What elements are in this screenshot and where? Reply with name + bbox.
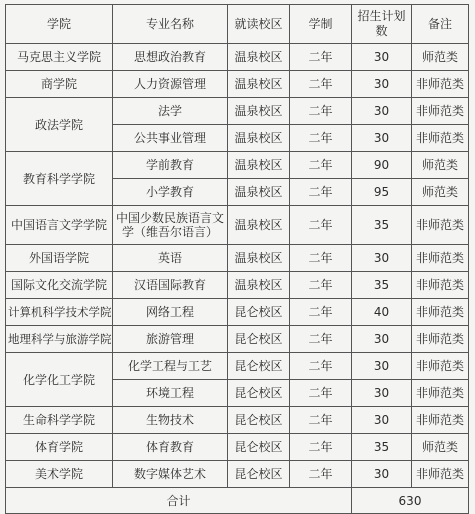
quota-cell: 35 — [352, 206, 412, 245]
campus-cell: 温泉校区 — [228, 152, 290, 179]
quota-cell: 30 — [352, 353, 412, 380]
major-cell: 公共事业管理 — [113, 125, 228, 152]
major-cell: 中国少数民族语言文学（维吾尔语言） — [113, 206, 228, 245]
college-cell: 地理科学与旅游学院 — [6, 326, 113, 353]
major-cell: 汉语国际教育 — [113, 272, 228, 299]
table-row — [6, 353, 469, 380]
college-cell: 中国语言文学学院 — [6, 206, 113, 245]
college-cell: 体育学院 — [6, 434, 113, 461]
table-row — [6, 407, 469, 434]
major-cell: 法学 — [113, 98, 228, 125]
note-cell: 非师范类 — [412, 206, 469, 245]
quota-cell: 30 — [352, 461, 412, 488]
note-cell: 非师范类 — [412, 407, 469, 434]
total-quota: 630 — [352, 488, 469, 514]
quota-cell: 30 — [352, 71, 412, 98]
duration-cell: 二年 — [290, 98, 352, 125]
campus-cell: 昆仑校区 — [228, 299, 290, 326]
note-cell: 非师范类 — [412, 272, 469, 299]
note-cell: 非师范类 — [412, 353, 469, 380]
table-row — [6, 461, 469, 488]
major-cell: 环境工程 — [113, 380, 228, 407]
major-cell: 数字媒体艺术 — [113, 461, 228, 488]
table-row — [6, 152, 469, 179]
campus-cell: 昆仑校区 — [228, 434, 290, 461]
campus-cell: 昆仑校区 — [228, 407, 290, 434]
note-cell: 师范类 — [412, 434, 469, 461]
header-major: 专业名称 — [113, 5, 228, 44]
quota-cell: 30 — [352, 98, 412, 125]
quota-cell: 30 — [352, 245, 412, 272]
campus-cell: 温泉校区 — [228, 44, 290, 71]
table-row — [6, 44, 469, 71]
quota-cell: 30 — [352, 125, 412, 152]
major-cell: 网络工程 — [113, 299, 228, 326]
campus-cell: 温泉校区 — [228, 71, 290, 98]
college-cell: 化学化工学院 — [6, 353, 113, 407]
header-quota: 招生计划数 — [352, 5, 412, 44]
duration-cell: 二年 — [290, 179, 352, 206]
campus-cell: 昆仑校区 — [228, 353, 290, 380]
total-row — [6, 488, 469, 514]
note-cell: 非师范类 — [412, 125, 469, 152]
duration-cell: 二年 — [290, 272, 352, 299]
college-cell: 计算机科学技术学院 — [6, 299, 113, 326]
table-row — [6, 326, 469, 353]
quota-cell: 35 — [352, 434, 412, 461]
college-cell: 国际文化交流学院 — [6, 272, 113, 299]
college-cell: 政法学院 — [6, 98, 113, 152]
college-cell: 马克思主义学院 — [6, 44, 113, 71]
duration-cell: 二年 — [290, 206, 352, 245]
major-cell: 生物技术 — [113, 407, 228, 434]
duration-cell: 二年 — [290, 44, 352, 71]
campus-cell: 温泉校区 — [228, 206, 290, 245]
duration-cell: 二年 — [290, 353, 352, 380]
duration-cell: 二年 — [290, 245, 352, 272]
note-cell: 非师范类 — [412, 380, 469, 407]
note-cell: 师范类 — [412, 152, 469, 179]
college-cell: 美术学院 — [6, 461, 113, 488]
admissions-plan-table — [5, 4, 469, 514]
quota-cell: 95 — [352, 179, 412, 206]
note-cell: 非师范类 — [412, 98, 469, 125]
major-cell: 小学教育 — [113, 179, 228, 206]
header-college: 学院 — [6, 5, 113, 44]
campus-cell: 温泉校区 — [228, 272, 290, 299]
table-row — [6, 434, 469, 461]
major-cell: 思想政治教育 — [113, 44, 228, 71]
header-campus: 就读校区 — [228, 5, 290, 44]
college-cell: 教育科学学院 — [6, 152, 113, 206]
table-row — [6, 299, 469, 326]
college-cell: 外国语学院 — [6, 245, 113, 272]
duration-cell: 二年 — [290, 380, 352, 407]
major-cell: 旅游管理 — [113, 326, 228, 353]
duration-cell: 二年 — [290, 125, 352, 152]
major-cell: 学前教育 — [113, 152, 228, 179]
major-cell: 体育教育 — [113, 434, 228, 461]
duration-cell: 二年 — [290, 299, 352, 326]
note-cell: 师范类 — [412, 44, 469, 71]
college-cell: 生命科学学院 — [6, 407, 113, 434]
campus-cell: 昆仑校区 — [228, 326, 290, 353]
duration-cell: 二年 — [290, 461, 352, 488]
table-row — [6, 245, 469, 272]
campus-cell: 昆仑校区 — [228, 461, 290, 488]
campus-cell: 温泉校区 — [228, 98, 290, 125]
quota-cell: 30 — [352, 44, 412, 71]
note-cell: 非师范类 — [412, 461, 469, 488]
campus-cell: 温泉校区 — [228, 125, 290, 152]
duration-cell: 二年 — [290, 152, 352, 179]
quota-cell: 90 — [352, 152, 412, 179]
quota-cell: 35 — [352, 272, 412, 299]
major-cell: 化学工程与工艺 — [113, 353, 228, 380]
major-cell: 英语 — [113, 245, 228, 272]
duration-cell: 二年 — [290, 407, 352, 434]
table-row — [6, 206, 469, 245]
header-duration: 学制 — [290, 5, 352, 44]
duration-cell: 二年 — [290, 326, 352, 353]
table-row — [6, 98, 469, 125]
quota-cell: 30 — [352, 326, 412, 353]
note-cell: 非师范类 — [412, 326, 469, 353]
total-label: 合计 — [6, 488, 352, 514]
duration-cell: 二年 — [290, 434, 352, 461]
note-cell: 非师范类 — [412, 245, 469, 272]
quota-cell: 40 — [352, 299, 412, 326]
header-note: 备注 — [412, 5, 469, 44]
major-cell: 人力资源管理 — [113, 71, 228, 98]
campus-cell: 温泉校区 — [228, 245, 290, 272]
quota-cell: 30 — [352, 380, 412, 407]
college-cell: 商学院 — [6, 71, 113, 98]
campus-cell: 温泉校区 — [228, 179, 290, 206]
campus-cell: 昆仑校区 — [228, 380, 290, 407]
table-row — [6, 272, 469, 299]
note-cell: 非师范类 — [412, 71, 469, 98]
note-cell: 师范类 — [412, 179, 469, 206]
note-cell: 非师范类 — [412, 299, 469, 326]
table-row — [6, 71, 469, 98]
table-header-row — [6, 5, 469, 44]
quota-cell: 30 — [352, 407, 412, 434]
duration-cell: 二年 — [290, 71, 352, 98]
